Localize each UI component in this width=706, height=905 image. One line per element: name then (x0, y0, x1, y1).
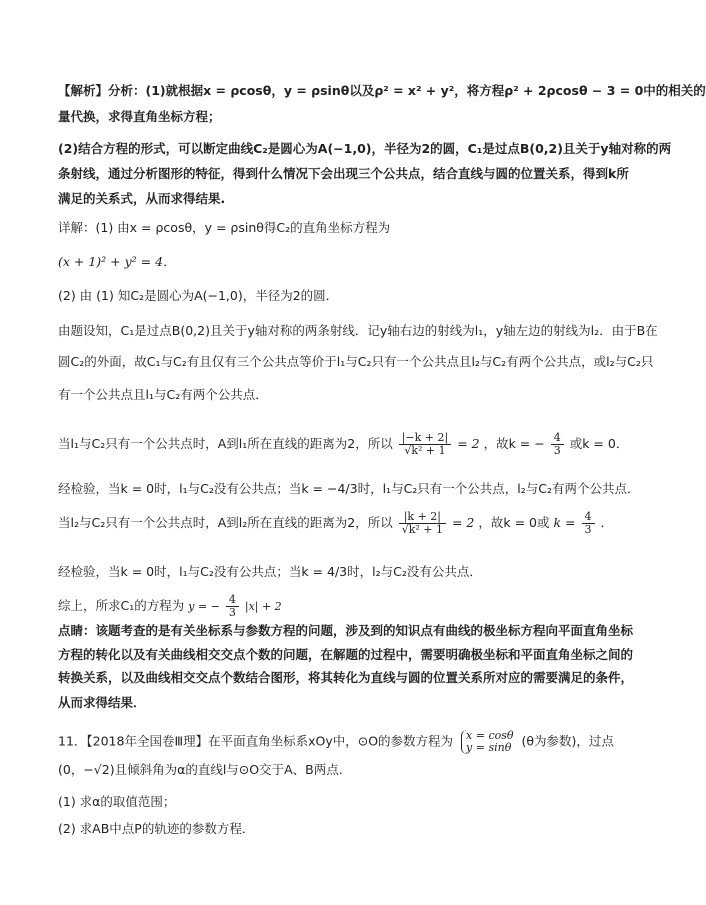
final-fraction-numerator: 4 (226, 594, 239, 607)
parametric-tail: (θ为参数)，过点 (521, 733, 614, 749)
part2-line-4 (58, 386, 268, 404)
k-value-2-numerator: 4 (582, 511, 595, 524)
comment-line-3 (58, 669, 633, 687)
problem-11-text-2: (0，−√2)且倾斜角为α的直线l与⊙O交于A、B两点． (58, 762, 352, 777)
part2-line-2 (58, 322, 658, 340)
distance-2-equals: = 2 (451, 515, 475, 530)
analysis-line-3 (58, 140, 671, 158)
comment-text-2: 方程的转化以及有关曲线相交交点个数的问题，在解题的过程中，需要明确极坐标和平面直角坐标之间的 (58, 647, 634, 662)
comment-line-4 (58, 694, 146, 712)
detail-text-1: 详解：(1) 由x = ρcosθ，y = ρsinθ得C₂的直角坐标方程为 (58, 220, 391, 235)
case-l2-line (58, 511, 613, 536)
equation-circle (58, 253, 176, 271)
analysis-text-4: 条射线，通过分析图形的特征，得到什么情况下会出现三个公共点，结合直线与圆的位置关系，得到k所 (58, 166, 629, 181)
check-text-2: 经检验，当k = 0时，l₁与C₂没有公共点；当k = 4/3时，l₂与C₂没有公共点． (58, 564, 482, 579)
comment-text-3: 转换关系，以及曲线相交交点个数结合图形，将其转化为直线与圆的位置关系所对应的需要满足的条件， (58, 670, 634, 685)
distance-1-denominator: √k² + 1 (404, 444, 446, 457)
part2-text-2: 由题设知，C₁是过点B(0,2)且关于y轴对称的两条射线．记y轴右边的射线为l₁，y轴左边的射线为l₂．由于B在 (58, 323, 658, 338)
distance-1-equals: = 2 (457, 436, 480, 451)
case-l1-text: 当l₁与C₂只有一个公共点时，A到l₁所在直线的距离为2，所以 (58, 436, 393, 451)
equation-circle-text: (x + 1)² + y² = 4． (58, 254, 176, 269)
analysis-line-5 (58, 190, 225, 208)
distance-2-denominator: √k² + 1 (401, 523, 443, 536)
k-value-1-numerator: 4 (551, 432, 564, 445)
distance-2-conclusion-b: ． (600, 515, 613, 530)
distance-1-conclusion-a: ，故k = − (483, 436, 545, 451)
analysis-text-3: (2)结合方程的形式，可以断定曲线C₂是圆心为A(−1,0)，半径为2的圆，C₁是过点B(0,2)且关于y轴对称的两 (58, 141, 672, 156)
comment-line-2 (58, 646, 633, 664)
analysis-line-2 (58, 108, 221, 126)
parametric-system (461, 730, 513, 754)
comment-text-4: 从而求得结果． (58, 695, 146, 710)
comment-line-1 (58, 622, 633, 640)
final-equation-prefix: y = − (188, 600, 220, 613)
part2-text-3: 圆C₂的外面，故C₁与C₂有且仅有三个公共点等价于l₁与C₂只有一个公共点且l₂与C₂有两个公共点，或l₂与C₂只 (58, 354, 654, 369)
problem-11-line-2 (58, 761, 351, 779)
part2-text-1: (2) 由 (1) 知C₂是圆心为A(−1,0)，半径为2的圆． (58, 288, 339, 303)
final-equation-fraction (226, 594, 239, 619)
question-1-text: (1) 求α的取值范围； (58, 794, 176, 809)
analysis-line-4 (58, 165, 629, 183)
part2-line-3 (58, 353, 653, 371)
summary-line (58, 594, 282, 619)
k-value-2-denominator: 3 (584, 523, 592, 536)
k-value-fraction-1 (551, 432, 564, 457)
final-fraction-denominator: 3 (228, 606, 236, 619)
problem-11-question-1 (58, 793, 175, 811)
parametric-y: y = sinθ (466, 741, 512, 754)
distance-fraction-1 (399, 432, 452, 457)
k-value-2-prefix: k = (553, 515, 576, 530)
check-text-1: 经检验，当k = 0时，l₁与C₂没有公共点；当k = −4/3时，l₁与C₂只有一个公共点，l₂与C₂有两个公共点． (58, 481, 640, 496)
part2-text-4: 有一个公共点且l₁与C₂有两个公共点． (58, 387, 268, 402)
case-l1-line (58, 432, 628, 457)
part2-line-1 (58, 287, 338, 305)
analysis-text-1: 【解析】分析：(1)就根据x = ρcosθ，y = ρsinθ以及ρ² = x² + y²，将方程ρ² + 2ρcosθ − 3 = 0中的相关的 (58, 83, 706, 98)
case-l2-text: 当l₂与C₂只有一个公共点时，A到l₂所在直线的距离为2，所以 (58, 515, 393, 530)
k-value-1-denominator: 3 (553, 444, 561, 457)
analysis-text-5: 满足的关系式，从而求得结果. (58, 191, 226, 206)
problem-11-question-2 (58, 820, 254, 838)
distance-1-conclusion-b: 或k = 0． (569, 436, 629, 451)
distance-1-numerator: |−k + 2| (399, 432, 452, 445)
analysis-text-2: 量代换，求得直角坐标方程； (58, 109, 221, 124)
distance-2-numerator: |k + 2| (399, 511, 446, 524)
check-line-2 (58, 563, 482, 581)
problem-11-text-1: 11．【2018年全国卷Ⅲ理】在平面直角坐标系xOy中，⊙O的参数方程为 (58, 733, 454, 749)
parametric-x: x = cosθ (466, 729, 514, 742)
final-equation-suffix: |x| + 2 (244, 600, 282, 613)
distance-fraction-2 (399, 511, 446, 536)
problem-11-line-1 (58, 730, 614, 754)
comment-text-1: 点睛：该题考查的是有关坐标系与参数方程的问题，涉及到的知识点有曲线的极坐标方程向平面直角坐标 (58, 623, 634, 638)
check-line-1 (58, 480, 640, 498)
k-value-fraction-2 (582, 511, 595, 536)
detail-line-1 (58, 219, 390, 237)
analysis-line-1 (58, 82, 706, 100)
question-2-text: (2) 求AB中点P的轨迹的参数方程． (58, 821, 255, 836)
summary-text: 综上，所求C₁的方程为 (58, 598, 185, 613)
distance-2-conclusion-a: ，故k = 0或 (478, 515, 550, 530)
